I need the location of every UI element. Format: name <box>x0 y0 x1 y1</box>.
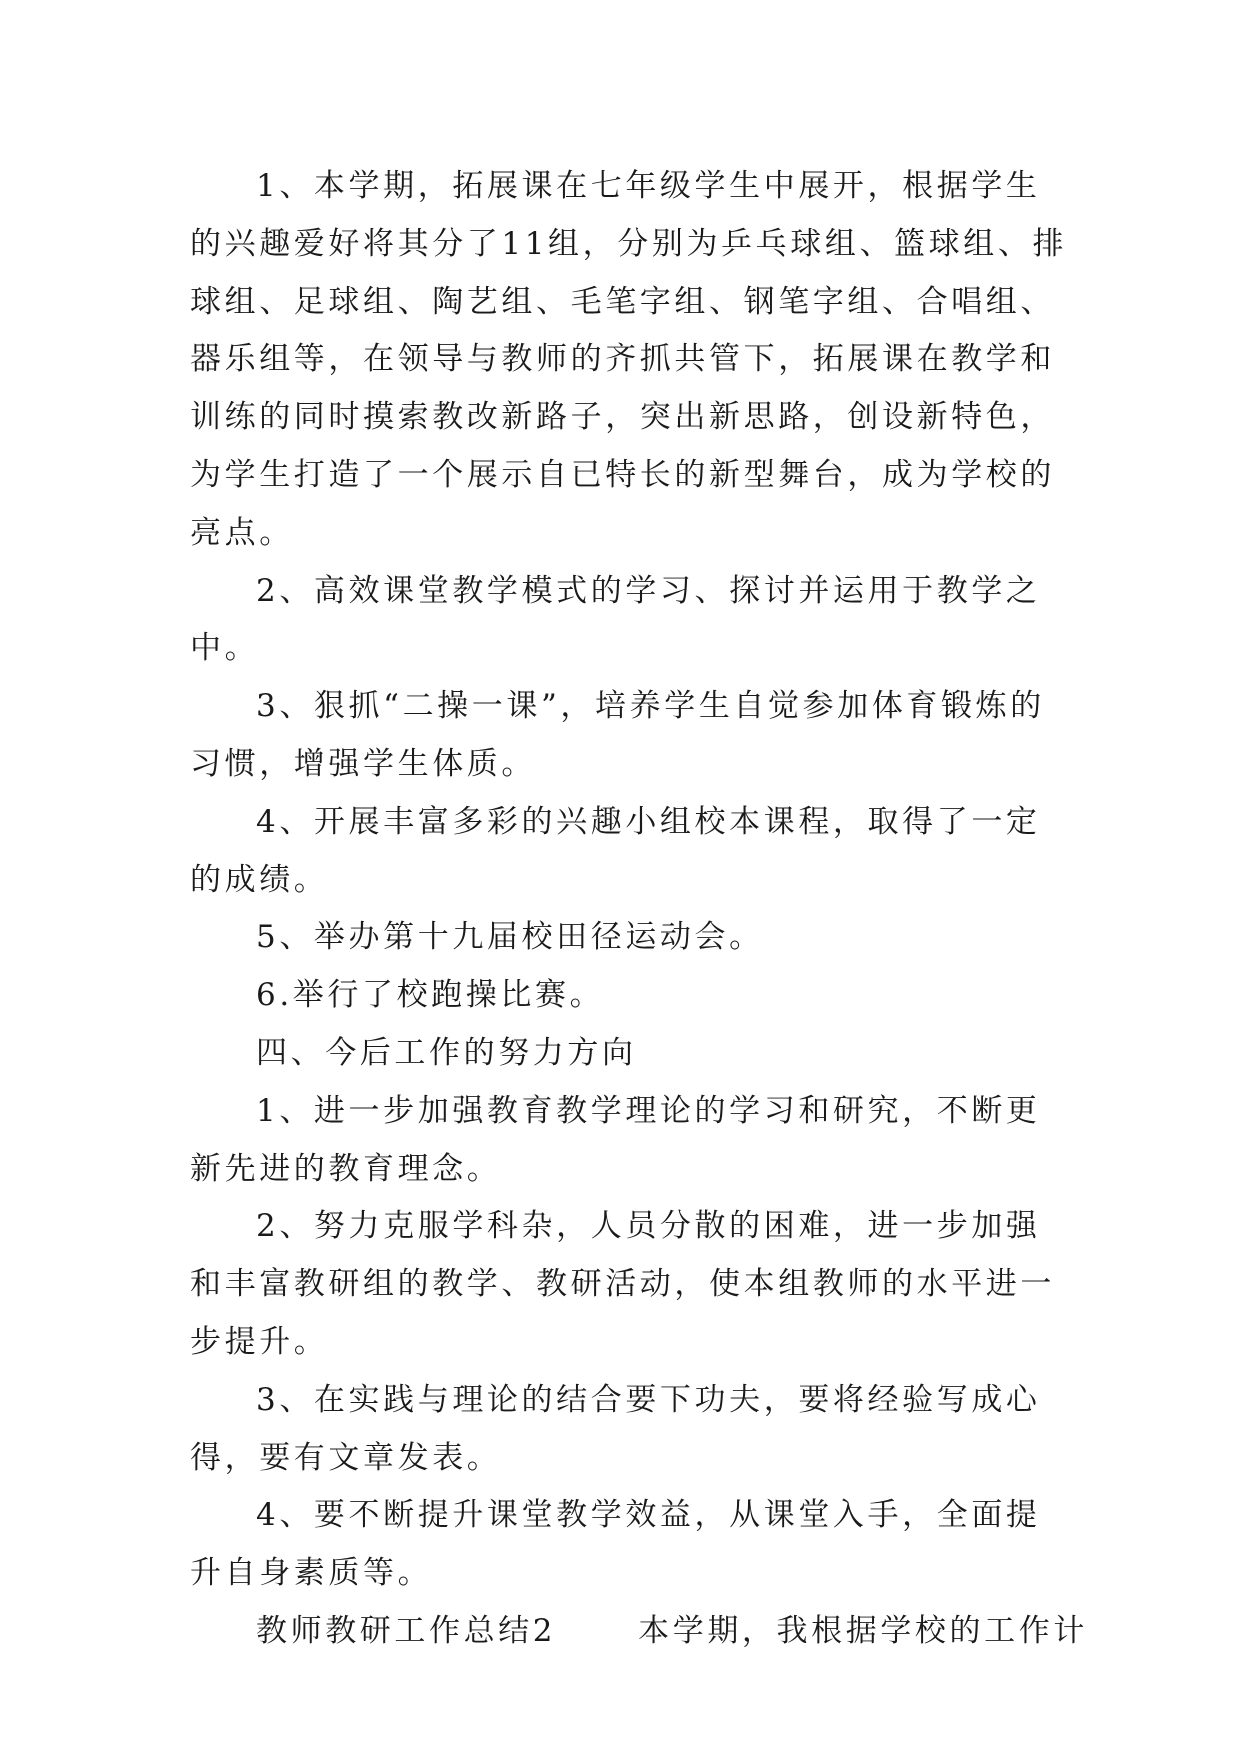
next-section-title: 教师教研工作总结2 <box>256 1612 557 1649</box>
paragraph-4: 4、开展丰富多彩的兴趣小组校本课程，取得了一定的成绩。 <box>190 803 1041 898</box>
paragraph-9: 3、在实践与理论的结合要下功夫，要将经验写成心得，要有文章发表。 <box>190 1381 1041 1476</box>
paragraph-2: 2、高效课堂教学模式的学习、探讨并运用于教学之中。 <box>190 572 1041 667</box>
paragraph-5: 5、举办第十九届校田径运动会。 <box>256 919 764 956</box>
document-body <box>190 158 1088 1661</box>
paragraph-3: 3、狠抓“二操一课”，培养学生自觉参加体育锻炼的习惯，增强学生体质。 <box>190 688 1045 782</box>
paragraph-6: 6.举行了校跑操比赛。 <box>256 977 605 1014</box>
paragraph-1: 1、本学期，拓展课在七年级学生中展开，根据学生的兴趣爱好将其分了11组，分别为乒乓球组、篮球组、排球组、足球组、陶艺组、毛笔字组、钢笔字组、合唱组、器乐组等，在领导与教师的齐抓共管下，拓展课在教学和训练的同时摸索教改新路子，突出新思路，创设新特色，为学生打造了一个展示自已特长的新型舞台，成为学校的亮点。 <box>190 168 1068 551</box>
next-section-text: 本学期，我根据学校的工作计 <box>638 1612 1088 1649</box>
section-heading: 四、今后工作的努力方向 <box>256 1034 637 1071</box>
paragraph-7: 1、进一步加强教育教学理论的学习和研究，不断更新先进的教育理念。 <box>190 1092 1041 1187</box>
paragraph-8: 2、努力克服学科杂，人员分散的困难，进一步加强和丰富教研组的教学、教研活动，使本组教师的水平进一步提升。 <box>190 1208 1055 1360</box>
paragraph-10: 4、要不断提升课堂教学效益，从课堂入手，全面提升自身素质等。 <box>190 1497 1041 1592</box>
next-section-line <box>190 1603 1088 1661</box>
